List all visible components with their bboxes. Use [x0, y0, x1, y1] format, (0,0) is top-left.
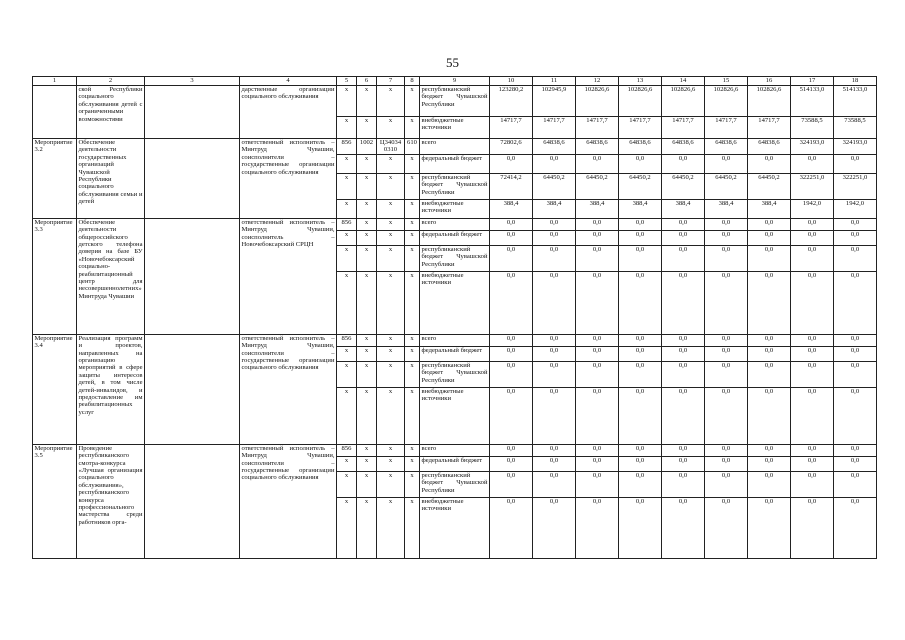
section-code-cell: х — [357, 334, 377, 346]
amount-cell: 102826,6 — [576, 86, 619, 117]
funding-source-cell: внебюджетные источники — [420, 497, 490, 558]
amount-cell: 0,0 — [705, 271, 748, 334]
amount-cell: 0,0 — [490, 346, 533, 361]
amount-cell: 0,0 — [490, 387, 533, 444]
amount-cell: 0,0 — [662, 387, 705, 444]
table-row — [33, 444, 877, 456]
amount-cell: 0,0 — [791, 245, 834, 271]
amount-cell: 102826,6 — [705, 86, 748, 117]
executor-cell: ответственный исполнитель – Минтруд Чувашии, соисполнители – государственные организации социального обслуживания — [240, 334, 337, 444]
grbs-code-cell: 856 — [337, 444, 357, 456]
funding-source-cell: республиканский бюджет Чувашской Республики — [420, 471, 490, 497]
amount-cell: 0,0 — [748, 334, 791, 346]
target-article-cell: х — [377, 218, 405, 230]
amount-cell: 388,4 — [619, 199, 662, 218]
amount-cell: 0,0 — [576, 218, 619, 230]
amount-cell: 102826,6 — [748, 86, 791, 117]
amount-cell: 102826,6 — [662, 86, 705, 117]
column-number-cell: 12 — [576, 77, 619, 86]
grbs-code-cell: х — [337, 173, 357, 199]
amount-cell: 0,0 — [748, 361, 791, 387]
column-number-cell: 13 — [619, 77, 662, 86]
amount-cell: 73588,5 — [791, 117, 834, 139]
amount-cell: 0,0 — [834, 346, 877, 361]
funding-source-cell: федеральный бюджет — [420, 346, 490, 361]
column-number-cell: 9 — [420, 77, 490, 86]
page-number: 55 — [446, 55, 459, 70]
amount-cell: 64450,2 — [576, 173, 619, 199]
amount-cell: 0,0 — [705, 387, 748, 444]
column-number-cell: 5 — [337, 77, 357, 86]
amount-cell: 64450,2 — [748, 173, 791, 199]
grbs-code-cell: х — [337, 245, 357, 271]
amount-cell: 0,0 — [748, 387, 791, 444]
column-number-cell: 3 — [145, 77, 240, 86]
grbs-code-cell: х — [337, 387, 357, 444]
expense-type-cell: х — [405, 346, 420, 361]
section-code-cell: х — [357, 471, 377, 497]
amount-cell: 0,0 — [705, 230, 748, 245]
amount-cell: 0,0 — [490, 271, 533, 334]
expense-type-cell: х — [405, 387, 420, 444]
grbs-code-cell: х — [337, 456, 357, 471]
amount-cell: 514133,0 — [791, 86, 834, 117]
amount-cell: 14717,7 — [533, 117, 576, 139]
amount-cell: 0,0 — [619, 154, 662, 173]
empty-cell — [145, 218, 240, 334]
column-number-cell: 15 — [705, 77, 748, 86]
amount-cell: 0,0 — [834, 471, 877, 497]
expense-type-cell: х — [405, 245, 420, 271]
grbs-code-cell: х — [337, 271, 357, 334]
amount-cell: 0,0 — [619, 471, 662, 497]
funding-source-cell: внебюджетные источники — [420, 271, 490, 334]
table-row — [33, 86, 877, 117]
amount-cell: 64838,6 — [619, 139, 662, 155]
budget-table — [32, 76, 877, 559]
amount-cell: 0,0 — [490, 361, 533, 387]
amount-cell: 0,0 — [619, 387, 662, 444]
table-row — [33, 139, 877, 155]
amount-cell: 1942,0 — [791, 199, 834, 218]
target-article-cell: х — [377, 456, 405, 471]
amount-cell: 0,0 — [533, 334, 576, 346]
activity-label-cell: Мероприятие 3.4 — [33, 334, 77, 444]
amount-cell: 0,0 — [834, 271, 877, 334]
amount-cell: 0,0 — [705, 361, 748, 387]
amount-cell: 0,0 — [748, 230, 791, 245]
column-number-cell: 8 — [405, 77, 420, 86]
funding-source-cell: внебюджетные источники — [420, 387, 490, 444]
amount-cell: 388,4 — [748, 199, 791, 218]
amount-cell: 64838,6 — [533, 139, 576, 155]
amount-cell: 0,0 — [791, 346, 834, 361]
amount-cell: 0,0 — [748, 245, 791, 271]
amount-cell: 14717,7 — [576, 117, 619, 139]
amount-cell: 0,0 — [748, 456, 791, 471]
section-code-cell: х — [357, 173, 377, 199]
amount-cell: 0,0 — [705, 346, 748, 361]
expense-type-cell: х — [405, 497, 420, 558]
funding-source-cell: всего — [420, 218, 490, 230]
amount-cell: 0,0 — [490, 471, 533, 497]
target-article-cell: х — [377, 271, 405, 334]
amount-cell: 0,0 — [490, 218, 533, 230]
amount-cell: 0,0 — [576, 471, 619, 497]
empty-cell — [145, 444, 240, 558]
amount-cell: 0,0 — [834, 218, 877, 230]
column-number-cell: 17 — [791, 77, 834, 86]
column-number-cell: 6 — [357, 77, 377, 86]
grbs-code-cell: 856 — [337, 139, 357, 155]
column-number-row — [33, 77, 877, 86]
section-code-cell: 1002 — [357, 139, 377, 155]
amount-cell: 0,0 — [834, 387, 877, 444]
section-code-cell: х — [357, 444, 377, 456]
target-article-cell: х — [377, 245, 405, 271]
amount-cell: 0,0 — [662, 271, 705, 334]
funding-source-cell: внебюджетные источники — [420, 117, 490, 139]
activity-description-cell: Проведение республиканского смотра-конкурса «Лучшая организация социального обслуживания», республиканского конкурса профессионального мастерства среди работников орга- — [77, 444, 145, 558]
amount-cell: 72414,2 — [490, 173, 533, 199]
amount-cell: 14717,7 — [705, 117, 748, 139]
target-article-cell: Ц34034 0310 — [377, 139, 405, 155]
amount-cell: 0,0 — [834, 444, 877, 456]
expense-type-cell: х — [405, 471, 420, 497]
amount-cell: 0,0 — [619, 456, 662, 471]
amount-cell: 514133,0 — [834, 86, 877, 117]
amount-cell: 0,0 — [533, 456, 576, 471]
section-code-cell: х — [357, 154, 377, 173]
amount-cell: 0,0 — [705, 471, 748, 497]
amount-cell: 0,0 — [619, 346, 662, 361]
target-article-cell: х — [377, 230, 405, 245]
amount-cell: 0,0 — [705, 497, 748, 558]
grbs-code-cell: 856 — [337, 334, 357, 346]
amount-cell: 0,0 — [705, 456, 748, 471]
column-number-cell: 7 — [377, 77, 405, 86]
amount-cell: 324193,0 — [791, 139, 834, 155]
amount-cell: 14717,7 — [619, 117, 662, 139]
section-code-cell: х — [357, 456, 377, 471]
expense-type-cell: х — [405, 173, 420, 199]
amount-cell: 0,0 — [533, 361, 576, 387]
amount-cell: 388,4 — [490, 199, 533, 218]
amount-cell: 0,0 — [662, 346, 705, 361]
funding-source-cell: республиканский бюджет Чувашской Республики — [420, 86, 490, 117]
empty-cell — [145, 86, 240, 139]
section-code-cell: х — [357, 117, 377, 139]
executor-cell: дарственные организации социального обслуживания — [240, 86, 337, 139]
amount-cell: 0,0 — [791, 497, 834, 558]
funding-source-cell: республиканский бюджет Чувашской Республики — [420, 245, 490, 271]
expense-type-cell: х — [405, 117, 420, 139]
amount-cell: 0,0 — [662, 334, 705, 346]
amount-cell: 64450,2 — [619, 173, 662, 199]
empty-cell — [145, 139, 240, 219]
amount-cell: 64450,2 — [705, 173, 748, 199]
amount-cell: 0,0 — [662, 154, 705, 173]
amount-cell: 0,0 — [490, 154, 533, 173]
expense-type-cell: х — [405, 230, 420, 245]
executor-cell: ответственный исполнитель – Минтруд Чувашии, соисполнитель – Новочебоксарский СРЦН — [240, 218, 337, 334]
target-article-cell: х — [377, 346, 405, 361]
amount-cell: 0,0 — [619, 230, 662, 245]
amount-cell: 14717,7 — [748, 117, 791, 139]
amount-cell: 64838,6 — [662, 139, 705, 155]
activity-label-cell: Мероприятие 3.2 — [33, 139, 77, 219]
amount-cell: 0,0 — [533, 154, 576, 173]
amount-cell: 0,0 — [834, 154, 877, 173]
amount-cell: 0,0 — [791, 471, 834, 497]
column-number-cell: 16 — [748, 77, 791, 86]
funding-source-cell: внебюджетные источники — [420, 199, 490, 218]
table-row — [33, 334, 877, 346]
amount-cell: 388,4 — [576, 199, 619, 218]
funding-source-cell: федеральный бюджет — [420, 456, 490, 471]
amount-cell: 0,0 — [834, 497, 877, 558]
amount-cell: 0,0 — [619, 245, 662, 271]
expense-type-cell: х — [405, 444, 420, 456]
amount-cell: 0,0 — [834, 334, 877, 346]
amount-cell: 322251,0 — [834, 173, 877, 199]
grbs-code-cell: х — [337, 117, 357, 139]
section-code-cell: х — [357, 230, 377, 245]
amount-cell: 0,0 — [705, 334, 748, 346]
section-code-cell: х — [357, 218, 377, 230]
executor-cell: ответственный исполнитель – Минтруд Чувашии, соисполнители – государственные организации социального обслуживания — [240, 444, 337, 558]
column-number-cell: 10 — [490, 77, 533, 86]
amount-cell: 0,0 — [834, 361, 877, 387]
funding-source-cell: всего — [420, 444, 490, 456]
target-article-cell: х — [377, 117, 405, 139]
amount-cell: 0,0 — [533, 271, 576, 334]
amount-cell: 0,0 — [791, 218, 834, 230]
amount-cell: 0,0 — [576, 444, 619, 456]
amount-cell: 0,0 — [533, 218, 576, 230]
section-code-cell: х — [357, 86, 377, 117]
grbs-code-cell: х — [337, 86, 357, 117]
expense-type-cell: х — [405, 218, 420, 230]
column-number-cell: 11 — [533, 77, 576, 86]
column-number-cell: 18 — [834, 77, 877, 86]
amount-cell: 0,0 — [791, 154, 834, 173]
amount-cell: 324193,0 — [834, 139, 877, 155]
amount-cell: 388,4 — [533, 199, 576, 218]
grbs-code-cell: х — [337, 230, 357, 245]
amount-cell: 0,0 — [791, 271, 834, 334]
amount-cell: 0,0 — [791, 387, 834, 444]
table-row — [33, 218, 877, 230]
column-number-cell: 2 — [77, 77, 145, 86]
amount-cell: 0,0 — [748, 271, 791, 334]
section-code-cell: х — [357, 245, 377, 271]
amount-cell: 0,0 — [619, 218, 662, 230]
expense-type-cell: 610 — [405, 139, 420, 155]
section-code-cell: х — [357, 346, 377, 361]
target-article-cell: х — [377, 199, 405, 218]
target-article-cell: х — [377, 173, 405, 199]
funding-source-cell: республиканский бюджет Чувашской Республики — [420, 361, 490, 387]
amount-cell: 0,0 — [748, 346, 791, 361]
expense-type-cell: х — [405, 199, 420, 218]
amount-cell: 102945,9 — [533, 86, 576, 117]
amount-cell: 0,0 — [490, 456, 533, 471]
target-article-cell: х — [377, 86, 405, 117]
amount-cell: 0,0 — [748, 444, 791, 456]
section-code-cell: х — [357, 199, 377, 218]
amount-cell: 14717,7 — [490, 117, 533, 139]
amount-cell: 0,0 — [576, 456, 619, 471]
amount-cell: 0,0 — [662, 361, 705, 387]
amount-cell: 0,0 — [490, 497, 533, 558]
expense-type-cell: х — [405, 361, 420, 387]
grbs-code-cell: х — [337, 346, 357, 361]
column-number-cell: 14 — [662, 77, 705, 86]
amount-cell: 0,0 — [748, 497, 791, 558]
amount-cell: 73588,5 — [834, 117, 877, 139]
amount-cell: 0,0 — [791, 230, 834, 245]
activity-label-cell: Мероприятие 3.3 — [33, 218, 77, 334]
amount-cell: 0,0 — [748, 154, 791, 173]
amount-cell: 0,0 — [576, 245, 619, 271]
amount-cell: 123280,2 — [490, 86, 533, 117]
expense-type-cell: х — [405, 271, 420, 334]
target-article-cell: х — [377, 154, 405, 173]
executor-cell: ответственный исполнитель – Минтруд Чувашии, соисполнители – государственные организации социального обслуживания — [240, 139, 337, 219]
amount-cell: 0,0 — [490, 444, 533, 456]
amount-cell: 0,0 — [576, 361, 619, 387]
amount-cell: 0,0 — [533, 245, 576, 271]
amount-cell: 0,0 — [619, 444, 662, 456]
amount-cell: 0,0 — [533, 346, 576, 361]
amount-cell: 64450,2 — [662, 173, 705, 199]
activity-description-cell: Обеспечение деятельности государственных организаций Чувашской Республики социального обслуживания семьи и детей — [77, 139, 145, 219]
amount-cell: 0,0 — [490, 230, 533, 245]
amount-cell: 388,4 — [662, 199, 705, 218]
expense-type-cell: х — [405, 154, 420, 173]
activity-label-cell — [33, 86, 77, 139]
amount-cell: 0,0 — [705, 245, 748, 271]
amount-cell: 102826,6 — [619, 86, 662, 117]
grbs-code-cell: х — [337, 471, 357, 497]
section-code-cell: х — [357, 271, 377, 334]
funding-source-cell: федеральный бюджет — [420, 230, 490, 245]
amount-cell: 322251,0 — [791, 173, 834, 199]
amount-cell: 64838,6 — [705, 139, 748, 155]
amount-cell: 0,0 — [662, 230, 705, 245]
funding-source-cell: федеральный бюджет — [420, 154, 490, 173]
grbs-code-cell: х — [337, 199, 357, 218]
grbs-code-cell: х — [337, 361, 357, 387]
amount-cell: 64838,6 — [748, 139, 791, 155]
funding-source-cell: всего — [420, 334, 490, 346]
amount-cell: 0,0 — [619, 361, 662, 387]
column-number-cell: 4 — [240, 77, 337, 86]
amount-cell: 0,0 — [533, 444, 576, 456]
amount-cell: 0,0 — [576, 271, 619, 334]
amount-cell: 0,0 — [705, 444, 748, 456]
amount-cell: 0,0 — [533, 230, 576, 245]
activity-description-cell: Обеспечение деятельности общероссийского детского телефона доверия на базе БУ «Новочебоксарский социально-реабилитационный центр для несовершеннолетних» Минтруда Чувашии — [77, 218, 145, 334]
amount-cell: 0,0 — [619, 271, 662, 334]
amount-cell: 14717,7 — [662, 117, 705, 139]
section-code-cell: х — [357, 497, 377, 558]
expense-type-cell: х — [405, 456, 420, 471]
amount-cell: 72802,6 — [490, 139, 533, 155]
amount-cell: 388,4 — [705, 199, 748, 218]
activity-description-cell: ской Республики социального обслуживания детей с ограниченными возможностями — [77, 86, 145, 139]
amount-cell: 0,0 — [662, 456, 705, 471]
amount-cell: 0,0 — [576, 387, 619, 444]
amount-cell: 0,0 — [533, 471, 576, 497]
amount-cell: 0,0 — [576, 154, 619, 173]
amount-cell: 0,0 — [705, 218, 748, 230]
amount-cell: 0,0 — [490, 245, 533, 271]
amount-cell: 0,0 — [490, 334, 533, 346]
amount-cell: 64450,2 — [533, 173, 576, 199]
expense-type-cell: х — [405, 334, 420, 346]
amount-cell: 0,0 — [748, 218, 791, 230]
amount-cell: 0,0 — [576, 497, 619, 558]
funding-source-cell: всего — [420, 139, 490, 155]
funding-source-cell: республиканский бюджет Чувашской Республики — [420, 173, 490, 199]
amount-cell: 0,0 — [791, 444, 834, 456]
amount-cell: 0,0 — [619, 497, 662, 558]
amount-cell: 0,0 — [619, 334, 662, 346]
amount-cell: 0,0 — [662, 497, 705, 558]
column-number-cell: 1 — [33, 77, 77, 86]
amount-cell: 64838,6 — [576, 139, 619, 155]
amount-cell: 0,0 — [533, 497, 576, 558]
amount-cell: 0,0 — [834, 456, 877, 471]
amount-cell: 0,0 — [576, 230, 619, 245]
amount-cell: 0,0 — [791, 361, 834, 387]
grbs-code-cell: х — [337, 154, 357, 173]
amount-cell: 0,0 — [576, 346, 619, 361]
amount-cell: 0,0 — [662, 245, 705, 271]
amount-cell: 0,0 — [705, 154, 748, 173]
grbs-code-cell: х — [337, 497, 357, 558]
activity-description-cell: Реализация программ и проектов, направленных на организацию мероприятий в сфере защиты интересов детей, в том числе детей-инвалидов, и предоставление им реабилитационных услуг — [77, 334, 145, 444]
amount-cell: 0,0 — [834, 230, 877, 245]
activity-label-cell: Мероприятие 3.5 — [33, 444, 77, 558]
target-article-cell: х — [377, 361, 405, 387]
amount-cell: 0,0 — [576, 334, 619, 346]
target-article-cell: х — [377, 334, 405, 346]
empty-cell — [145, 334, 240, 444]
target-article-cell: х — [377, 444, 405, 456]
amount-cell: 0,0 — [662, 471, 705, 497]
target-article-cell: х — [377, 471, 405, 497]
amount-cell: 0,0 — [533, 387, 576, 444]
amount-cell: 1942,0 — [834, 199, 877, 218]
section-code-cell: х — [357, 387, 377, 444]
target-article-cell: х — [377, 497, 405, 558]
expense-type-cell: х — [405, 86, 420, 117]
amount-cell: 0,0 — [834, 245, 877, 271]
amount-cell: 0,0 — [791, 456, 834, 471]
amount-cell: 0,0 — [748, 471, 791, 497]
section-code-cell: х — [357, 361, 377, 387]
amount-cell: 0,0 — [662, 444, 705, 456]
target-article-cell: х — [377, 387, 405, 444]
amount-cell: 0,0 — [791, 334, 834, 346]
grbs-code-cell: 856 — [337, 218, 357, 230]
amount-cell: 0,0 — [662, 218, 705, 230]
